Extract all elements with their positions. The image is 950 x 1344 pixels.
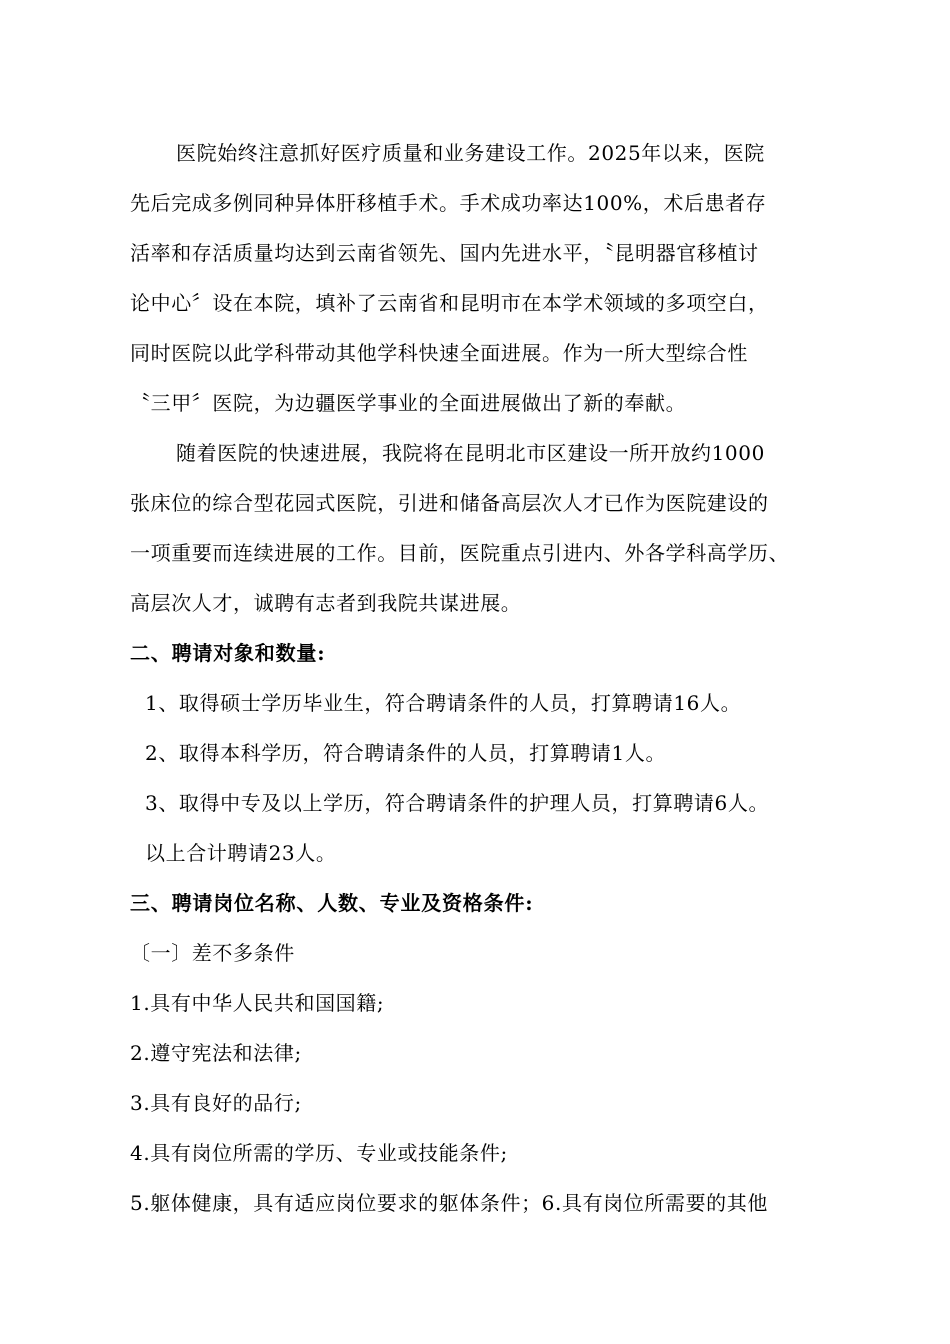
condition-item-4: 4.具有岗位所需的学历、专业或技能条件; [130, 1141, 508, 1165]
paragraph-1-line-5: 同时医院以此学科带动其他学科快速全面进展。作为一所大型综合性 [130, 341, 748, 365]
paragraph-1-line-2: 先后完成多例同种异体肝移植手术。手术成功率达100%，术后患者存 [130, 191, 767, 215]
condition-item-2: 2.遵守宪法和法律; [130, 1041, 302, 1065]
paragraph-1-line-1: 医院始终注意抓好医疗质量和业务建设工作。2025年以来，医院 [176, 141, 765, 165]
paragraph-2-line-3: 一项重要而连续进展的工作。目前，医院重点引进内、外各学科高学历、 [130, 541, 790, 565]
recruitment-total: 以上合计聘请23人。 [145, 841, 337, 865]
paragraph-1-line-6: 〝三甲〞医院，为边疆医学事业的全面进展做出了新的奉献。 [130, 391, 687, 415]
section-heading-2: 二、聘请对象和数量: [130, 641, 326, 665]
recruitment-item-1: 1、取得硕士学历毕业生，符合聘请条件的人员，打算聘请16人。 [145, 691, 742, 715]
subsection-heading-basic-conditions: 〔一〕差不多条件 [130, 941, 295, 965]
recruitment-item-2: 2、取得本科学历，符合聘请条件的人员，打算聘请1人。 [145, 741, 667, 765]
paragraph-2-line-4: 高层次人才，诚聘有志者到我院共谋进展。 [130, 591, 522, 615]
section-heading-3: 三、聘请岗位名称、人数、专业及资格条件: [130, 891, 534, 915]
condition-item-5-6: 5.躯体健康，具有适应岗位要求的躯体条件；6.具有岗位所需要的其他 [130, 1191, 768, 1215]
condition-item-3: 3.具有良好的品行; [130, 1091, 302, 1115]
paragraph-1-line-4: 论中心〞设在本院，填补了云南省和昆明市在本学术领域的多项空白， [130, 291, 769, 315]
paragraph-1-line-3: 活率和存活质量均达到云南省领先、国内先进水平，〝昆明器官移植讨 [130, 241, 759, 265]
condition-item-1: 1.具有中华人民共和国国籍; [130, 991, 385, 1015]
recruitment-item-3: 3、取得中专及以上学历，符合聘请条件的护理人员，打算聘请6人。 [145, 791, 770, 815]
paragraph-2-line-1: 随着医院的快速进展，我院将在昆明北市区建设一所开放约1000 [176, 441, 765, 465]
paragraph-2-line-2: 张床位的综合型花园式医院，引进和储备高层次人才已作为医院建设的 [130, 491, 769, 515]
